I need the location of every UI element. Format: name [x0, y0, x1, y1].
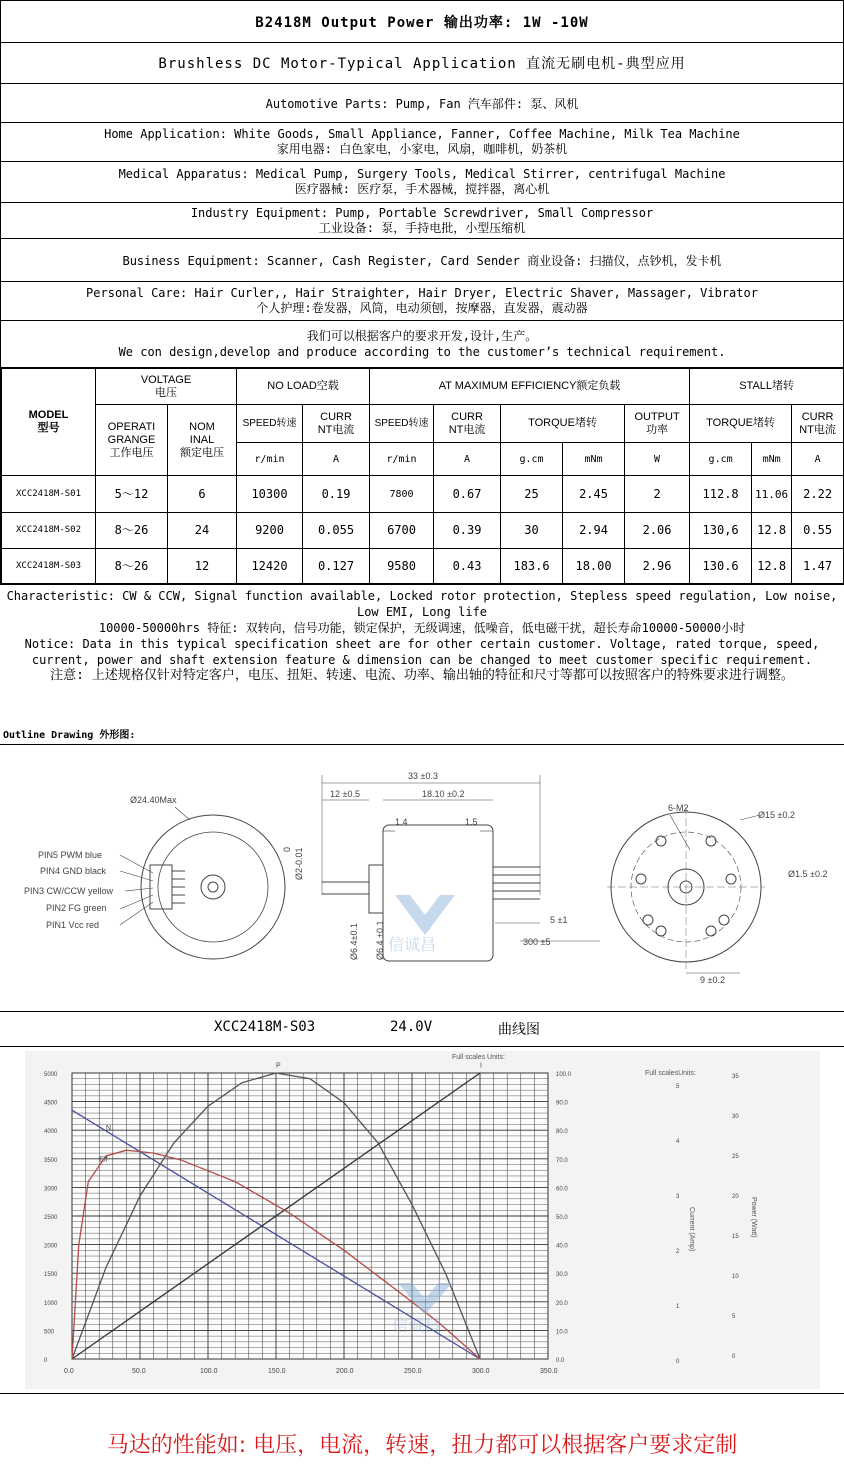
table-row — [2, 476, 844, 513]
st-torque-mnm-cell: 12.8 — [752, 513, 792, 549]
header-max-efficiency: AT MAXIMUM EFFICIENCY额定负载 — [370, 369, 690, 405]
scale-title-2: Full scalesUnits: — [645, 1070, 696, 1077]
characteristic-text: Characteristic: CW & CCW, Signal function available, Locked rotor protection, Stepless speed regulation, Low noise, Low EMI, Long life — [6, 589, 838, 619]
st-torque-gcm-cell: 130.6 — [690, 549, 752, 584]
notes — [0, 588, 844, 684]
header-nl-current: CURR NT电流 — [303, 405, 370, 443]
me-torque-mnm-cell: 18.00 — [563, 549, 625, 584]
app-medical-cn: 医疗器械: 医疗泵，手术器械，搅拌器，离心机 — [294, 182, 550, 196]
pin-label: PIN5 PWM blue — [38, 850, 103, 860]
spec-sheet — [0, 0, 844, 585]
y-left-tick-label: 1500 — [44, 1272, 58, 1279]
app-medical — [1, 162, 843, 203]
watermark-logo — [388, 895, 455, 954]
nominal-cell: 6 — [168, 476, 237, 513]
design-note-cn: 我们可以根据客户的要求开发,设计,生产。 — [306, 329, 538, 343]
curve-voltage: 24.0V — [390, 1019, 433, 1035]
app-home-cn: 家用电器: 白色家电，小家电，风扇，咖啡机，奶茶机 — [276, 142, 568, 156]
y-right-tick-label: 40.0 — [556, 1243, 568, 1250]
y-left-tick-label: 3000 — [44, 1186, 58, 1193]
app-industry-en: Industry Equipment: Pump, Portable Screwdriver, Small Compressor — [190, 205, 654, 220]
y-right-tick-label: 70.0 — [556, 1157, 568, 1164]
x-tick-label: 100.0 — [200, 1368, 218, 1375]
dim-pcd: Ø15 ±0.2 — [758, 810, 795, 820]
power-tick-label: 5 — [732, 1314, 736, 1320]
st-current-cell: 1.47 — [792, 549, 844, 584]
me-torque-mnm-cell: 2.45 — [563, 476, 625, 513]
power-tick-label: 35 — [732, 1074, 739, 1080]
power-tick-label: 15 — [732, 1234, 739, 1240]
y-left-tick-label: 4000 — [44, 1129, 58, 1136]
unit-cell: A — [434, 443, 501, 476]
pin-label: PIN4 GND black — [40, 866, 107, 876]
performance-chart — [0, 1046, 844, 1394]
me-torque-gcm-cell: 183.6 — [501, 549, 563, 584]
notice-text: Notice: Data in this typical specification sheet are for other certain customer. Voltage, rated torque, speed, current, power and shaft extension feature & dimension can be changed to meet customer specific requirement. — [24, 637, 820, 667]
me-current-cell: 0.43 — [434, 549, 501, 584]
dim-shaft-d0: 0 — [282, 846, 292, 852]
dim-boss-d2: Ø6.4 ±0.1 — [375, 920, 385, 960]
app-medical-en: Medical Apparatus: Medical Pump, Surgery Tools, Medical Stirrer, centrifugal Machine — [118, 167, 726, 181]
page-title — [1, 1, 843, 43]
current-tick-label: 5 — [676, 1084, 680, 1090]
nl-speed-cell: 10300 — [237, 476, 303, 513]
series-point-label: I — [480, 1062, 482, 1070]
subtitle-text: Brushless DC Motor-Typical Application 直流无刷电机-典型应用 — [158, 56, 686, 72]
y-left-tick-label: 1000 — [44, 1300, 58, 1307]
y-left-tick-label: 2500 — [44, 1215, 58, 1221]
nl-current-cell: 0.19 — [303, 476, 370, 513]
header-operating-range: OPERATI GRANGE 工作电压 — [96, 405, 168, 476]
x-tick-label: 50.0 — [132, 1368, 146, 1375]
header-stall: STALL堵转 — [690, 369, 844, 405]
notice-cn-text: 注意: 上述规格仅针对特定客户，电压、扭矩、转速、电流、功率、输出轴的特征和尺寸等都可以按照客户的特殊要求进行调整。 — [50, 668, 794, 683]
me-speed-cell: 9580 — [370, 549, 434, 584]
dim-body-length: 18.10 ±0.2 — [422, 789, 465, 799]
y-right-tick-label: 90.0 — [556, 1100, 568, 1107]
header-st-current: CURR NT电流 — [792, 405, 844, 443]
power-tick-label: 30 — [732, 1114, 739, 1120]
footer-note: 马达的性能如: 电压，电流，转速，扭力都可以根据客户要求定制 — [106, 1433, 738, 1458]
scale-title: Full scales Units: — [452, 1054, 505, 1061]
header-me-torque: TORQUE堵转 — [501, 405, 625, 443]
header-voltage: VOLTAGE 电压 — [96, 369, 237, 405]
header-st-torque: TORQUE堵转 — [690, 405, 792, 443]
characteristic-cn-text: 10000-50000hrs 特征: 双转向，信号功能，锁定保护，无级调速，低噪音，低电磁干扰，超长寿命10000-50000小时 — [98, 621, 746, 635]
dim-shaft-length: 12 ±0.5 — [330, 789, 360, 799]
model-cell: XCC2418M-S01 — [2, 476, 96, 513]
current-tick-label: 4 — [676, 1139, 680, 1145]
watermark-icon — [395, 895, 455, 935]
me-torque-gcm-cell: 25 — [501, 476, 563, 513]
app-personal-en: Personal Care: Hair Curler,, Hair Straighter, Hair Dryer, Electric Shaver, Massager, Vibrator — [86, 286, 758, 300]
title-text: B2418M Output Power 输出功率: 1W -10W — [255, 14, 589, 31]
motor-body-circle — [141, 815, 285, 959]
y-right-tick-label: 80.0 — [556, 1129, 568, 1136]
spec-table — [1, 368, 844, 584]
unit-cell: mNm — [563, 443, 625, 476]
chart-svg — [0, 1047, 844, 1393]
dim-holes: 6-M2 — [668, 803, 689, 813]
x-tick-label: 250.0 — [404, 1368, 422, 1375]
dim-total-length: 33 ±0.3 — [408, 771, 438, 781]
me-output-cell: 2.96 — [625, 549, 690, 584]
x-tick-label: 150.0 — [268, 1368, 286, 1375]
nl-current-cell: 0.055 — [303, 513, 370, 549]
range-cell: 8～26 — [96, 513, 168, 549]
st-torque-mnm-cell: 12.8 — [752, 549, 792, 584]
current-axis-label: Current (Amp) — [688, 1207, 695, 1252]
x-tick-label: 200.0 — [336, 1368, 354, 1375]
dim-shaft-d: Ø2-0.01 — [294, 847, 304, 880]
nominal-cell: 12 — [168, 549, 237, 584]
unit-cell: r/min — [370, 443, 434, 476]
dim-offset: 9 ±0.2 — [700, 975, 725, 985]
pin-label: PIN2 FG green — [46, 903, 107, 913]
table-row — [2, 549, 844, 584]
y-left-tick-label: 2000 — [44, 1243, 58, 1250]
app-home-en: Home Application: White Goods, Small Appliance, Fanner, Coffee Machine, Milk Tea Machine — [104, 127, 740, 141]
unit-cell: r/min — [237, 443, 303, 476]
series-point-label: P — [276, 1062, 281, 1070]
current-tick-label: 1 — [676, 1304, 680, 1310]
me-speed-cell: 6700 — [370, 513, 434, 549]
app-personal-cn: 个人护理:卷发器，风筒，电动须刨，按摩器，直发器，震动器 — [256, 301, 588, 315]
me-torque-gcm-cell: 30 — [501, 513, 563, 549]
y-right-tick-label: 60.0 — [556, 1186, 568, 1193]
dim-1-5: 1.5 — [465, 817, 478, 827]
design-note-en: We con design,develop and produce according to the customer’s technical requirement. — [118, 345, 726, 359]
unit-cell: g.cm — [501, 443, 563, 476]
y-left-tick-label: 4500 — [44, 1100, 58, 1107]
dim-1-4: 1.4 — [395, 817, 408, 827]
dim-hole-d: Ø1.5 ±0.2 — [788, 869, 828, 879]
unit-cell: g.cm — [690, 443, 752, 476]
power-tick-label: 20 — [732, 1194, 739, 1200]
y-left-tick-label: 500 — [44, 1329, 55, 1336]
current-tick-label: 2 — [676, 1249, 680, 1255]
outline-drawing — [0, 744, 844, 1012]
nl-current-cell: 0.127 — [303, 549, 370, 584]
curve-label: 曲线图 — [498, 1022, 540, 1038]
x-tick-label: 300.0 — [472, 1368, 490, 1375]
range-cell: 5～12 — [96, 476, 168, 513]
chart-grid — [72, 1073, 548, 1359]
st-torque-gcm-cell: 130,6 — [690, 513, 752, 549]
st-torque-gcm-cell: 112.8 — [690, 476, 752, 513]
dim-wire5: 5 ±1 — [550, 915, 568, 925]
power-tick-label: 0 — [732, 1354, 736, 1360]
model-cell: XCC2418M-S02 — [2, 513, 96, 549]
current-tick-label: 3 — [676, 1194, 680, 1200]
y-right-tick-label: 20.0 — [556, 1300, 568, 1307]
outline-svg — [0, 745, 844, 1011]
power-axis-label: Power (Watt) — [750, 1197, 757, 1238]
y-right-tick-label: 30.0 — [556, 1272, 568, 1279]
series-point-label: N — [106, 1125, 112, 1133]
app-industry-cn: 工业设备: 泵，手持电批，小型压缩机 — [318, 220, 526, 235]
unit-cell: A — [792, 443, 844, 476]
me-torque-mnm-cell: 2.94 — [563, 513, 625, 549]
st-current-cell: 2.22 — [792, 476, 844, 513]
dim-diameter: Ø24.40Max — [130, 795, 177, 805]
y-right-tick-label: 50.0 — [556, 1215, 568, 1221]
power-tick-label: 10 — [732, 1274, 739, 1280]
series-point-label: Eff — [99, 1156, 108, 1164]
me-current-cell: 0.39 — [434, 513, 501, 549]
header-no-load: NO LOAD空载 — [237, 369, 370, 405]
range-cell: 8～26 — [96, 549, 168, 584]
hub-circle — [201, 875, 225, 899]
nl-speed-cell: 9200 — [237, 513, 303, 549]
table-row — [2, 513, 844, 549]
me-speed-cell: 7800 — [370, 476, 434, 513]
watermark-text: 信诚昌 — [388, 937, 437, 954]
curve-model: XCC2418M-S03 — [214, 1019, 316, 1035]
app-automotive-text: Automotive Parts: Pump, Fan 汽车部件: 泵、风机 — [265, 96, 579, 111]
unit-cell: mNm — [752, 443, 792, 476]
app-home — [1, 123, 843, 162]
app-automotive — [1, 84, 843, 123]
y-right-tick-label: 100.0 — [556, 1072, 572, 1078]
app-personal — [1, 282, 843, 321]
side-boss — [369, 865, 383, 913]
design-note — [1, 321, 843, 368]
current-tick-label: 0 — [676, 1359, 680, 1365]
header-nl-speed: SPEED转速 — [237, 405, 303, 443]
watermark-text: 信诚昌 — [392, 1318, 441, 1335]
header-nominal: NOM INAL 额定电压 — [168, 405, 237, 476]
header-me-current: CURR NT电流 — [434, 405, 501, 443]
pin-label: PIN3 CW/CCW yellow — [24, 886, 114, 896]
dim-boss-d: Ø6.4±0.1 — [349, 923, 359, 960]
connector — [150, 865, 172, 909]
y-left-tick-label: 0 — [44, 1358, 48, 1364]
nl-speed-cell: 12420 — [237, 549, 303, 584]
y-left-tick-label: 5000 — [44, 1072, 58, 1078]
outline-label: Outline Drawing 外形图: — [3, 730, 136, 741]
shaft-circle — [208, 882, 218, 892]
unit-cell: W — [625, 443, 690, 476]
header-me-speed: SPEED转速 — [370, 405, 434, 443]
y-left-tick-label: 3500 — [44, 1157, 58, 1164]
app-business — [1, 239, 843, 282]
me-output-cell: 2.06 — [625, 513, 690, 549]
app-business-text: Business Equipment: Scanner, Cash Register, Card Sender 商业设备: 扫描仪，点钞机，发卡机 — [122, 253, 722, 268]
nominal-cell: 24 — [168, 513, 237, 549]
st-torque-mnm-cell: 11.06 — [752, 476, 792, 513]
st-current-cell: 0.55 — [792, 513, 844, 549]
subtitle — [1, 43, 843, 84]
y-right-tick-label: 10.0 — [556, 1329, 568, 1336]
pin-label: PIN1 Vcc red — [46, 920, 100, 930]
power-tick-label: 25 — [732, 1154, 739, 1160]
app-industry — [1, 203, 843, 239]
header-me-output: OUTPUT 功率 — [625, 405, 690, 443]
x-tick-label: 0.0 — [64, 1368, 74, 1375]
dim-wire300: 300 ±5 — [523, 937, 551, 947]
me-current-cell: 0.67 — [434, 476, 501, 513]
unit-cell: A — [303, 443, 370, 476]
y-right-tick-label: 0.0 — [556, 1358, 565, 1364]
x-tick-label: 350.0 — [540, 1368, 558, 1375]
model-cell: XCC2418M-S03 — [2, 549, 96, 584]
me-output-cell: 2 — [625, 476, 690, 513]
header-model: MODEL 型号 — [2, 369, 96, 476]
